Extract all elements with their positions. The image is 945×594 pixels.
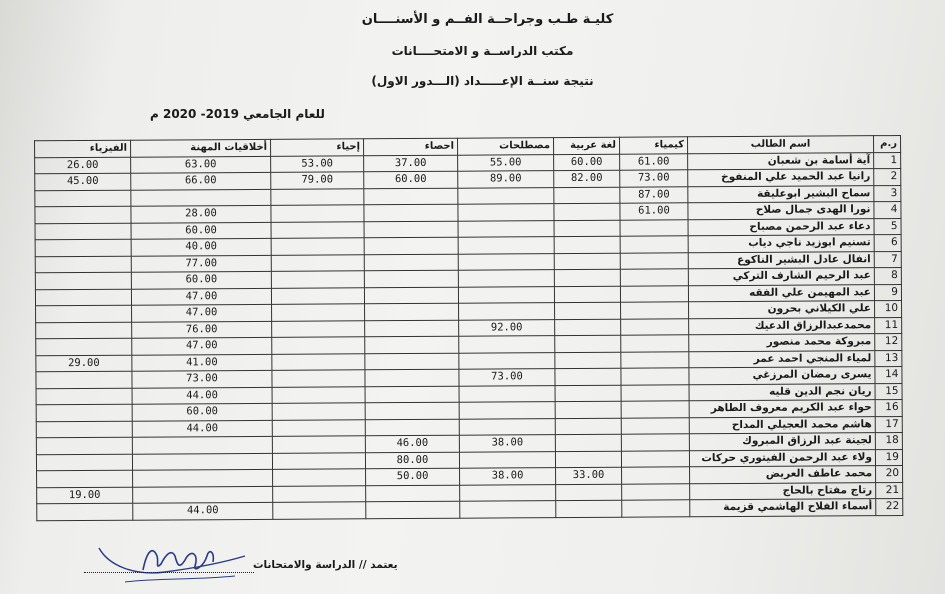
student-name: انفال عادل البشير الناكوع xyxy=(688,251,874,269)
arabic-grade: 33.00 xyxy=(556,467,622,484)
ethics-grade xyxy=(133,469,273,486)
chemistry-grade xyxy=(621,450,689,467)
arabic-grade xyxy=(555,385,621,402)
arabic-grade xyxy=(554,236,620,253)
student-name: هاشم محمد العجيلي المداح xyxy=(689,416,875,434)
physics-grade xyxy=(35,256,131,273)
row-number: 21 xyxy=(876,482,903,499)
statistics-grade xyxy=(365,320,459,337)
approval-text: يعتمد // الدراسة والامتحانات xyxy=(253,559,398,571)
biology-grade xyxy=(272,337,365,354)
student-name: لمياء المنجي احمد عمر xyxy=(689,350,875,368)
terminology-grade xyxy=(459,385,555,402)
arabic-grade xyxy=(554,203,620,220)
result-title: نتيجة سنــة الإعـــــداد (الـــدور الاول) xyxy=(371,74,594,88)
chemistry-grade xyxy=(621,335,689,352)
ethics-grade: 60.00 xyxy=(132,403,272,420)
terminology-grade xyxy=(459,418,555,435)
physics-grade xyxy=(37,470,133,487)
statistics-grade xyxy=(364,237,458,254)
student-name: ريان نجم الدين قليه xyxy=(689,383,875,401)
row-number: 18 xyxy=(875,432,902,449)
physics-grade xyxy=(35,206,131,223)
biology-grade xyxy=(273,502,366,519)
arabic-grade xyxy=(555,434,621,451)
student-name: أسماء الفلاح الهاشمي قزيمة xyxy=(690,499,876,517)
ethics-grade: 44.00 xyxy=(132,420,272,437)
chemistry-grade xyxy=(620,236,688,253)
ethics-grade: 41.00 xyxy=(132,354,272,371)
student-name: علي الكيلاني بحرون xyxy=(689,301,875,319)
row-number: 4 xyxy=(874,202,901,219)
physics-grade xyxy=(37,503,133,520)
biology-grade xyxy=(272,304,365,321)
ethics-grade: 77.00 xyxy=(131,255,271,272)
physics-grade: 26.00 xyxy=(35,157,131,174)
row-number: 15 xyxy=(875,383,902,400)
row-number: 6 xyxy=(874,235,901,252)
physics-grade: 45.00 xyxy=(35,173,131,190)
student-name: ولاء عبد الرحمن الفيتوري حركات xyxy=(689,449,875,467)
row-number: 5 xyxy=(874,218,901,235)
statistics-grade xyxy=(365,386,459,403)
chemistry-grade xyxy=(621,318,689,335)
ethics-grade: 40.00 xyxy=(131,238,271,255)
chemistry-grade xyxy=(621,368,689,385)
biology-grade xyxy=(271,205,364,222)
ethics-grade: 47.00 xyxy=(132,304,272,321)
terminology-grade xyxy=(459,402,555,419)
biology-grade xyxy=(271,287,364,304)
row-number: 8 xyxy=(874,268,901,285)
biology-grade xyxy=(272,452,365,469)
statistics-grade xyxy=(365,369,459,386)
statistics-grade xyxy=(365,336,459,353)
col-header-chemistry: كيمياء xyxy=(620,137,688,154)
biology-grade xyxy=(271,188,364,205)
arabic-grade xyxy=(555,368,621,385)
student-name: يسرى رمضان المرزغي xyxy=(689,367,875,385)
terminology-grade xyxy=(458,187,554,204)
terminology-grade xyxy=(459,336,555,353)
physics-grade xyxy=(36,305,132,322)
ethics-grade: 47.00 xyxy=(131,288,271,305)
biology-grade xyxy=(271,271,364,288)
chemistry-grade: 61.00 xyxy=(620,153,688,170)
col-header-student-name: اسم الطالب xyxy=(688,136,874,154)
arabic-grade xyxy=(554,187,620,204)
ethics-grade: 73.00 xyxy=(132,370,272,387)
arabic-grade xyxy=(556,484,622,501)
row-number: 20 xyxy=(876,465,903,482)
signature-line xyxy=(84,572,254,573)
col-header-physics: الفيزياء xyxy=(35,140,131,157)
chemistry-grade xyxy=(620,285,688,302)
statistics-grade xyxy=(364,204,458,221)
chemistry-grade xyxy=(621,434,689,451)
row-number: 12 xyxy=(875,333,902,350)
terminology-grade xyxy=(459,352,555,369)
physics-grade: 19.00 xyxy=(37,487,133,504)
chemistry-grade xyxy=(622,483,690,500)
signature-stamp xyxy=(95,526,255,590)
row-number: 3 xyxy=(874,185,901,202)
terminology-grade xyxy=(458,220,554,237)
biology-grade: 53.00 xyxy=(271,155,364,172)
student-name: لجينة عبد الرزاق المبروك xyxy=(689,433,875,451)
statistics-grade xyxy=(364,221,458,238)
student-name: سماح البشير ابوعليقة xyxy=(688,185,874,203)
col-header-arabic: لغة عربية xyxy=(554,137,620,154)
student-name: رتاج مفتاح بالحاج xyxy=(690,482,876,500)
statistics-grade xyxy=(364,254,458,271)
arabic-grade xyxy=(555,352,621,369)
statistics-grade xyxy=(366,485,460,502)
biology-grade xyxy=(272,320,365,337)
col-header-ethics: أخلاقيات المهنة xyxy=(131,139,271,156)
terminology-grade xyxy=(458,253,554,270)
biology-grade xyxy=(272,386,365,403)
chemistry-grade xyxy=(622,467,690,484)
student-name: محمدعبدالرزاق الدعيك xyxy=(689,317,875,335)
arabic-grade xyxy=(555,319,621,336)
college-title: كليـة طـب وجراحــة الفــم و الأسنــــان xyxy=(361,12,614,27)
terminology-grade xyxy=(458,270,554,287)
physics-grade xyxy=(36,421,132,438)
chemistry-grade xyxy=(621,384,689,401)
chemistry-grade xyxy=(622,500,690,517)
biology-grade xyxy=(273,469,366,486)
arabic-grade: 82.00 xyxy=(554,170,620,187)
arabic-grade xyxy=(555,451,621,468)
ethics-grade: 76.00 xyxy=(132,321,272,338)
arabic-grade xyxy=(554,253,620,270)
arabic-grade xyxy=(554,286,620,303)
physics-grade xyxy=(35,239,131,256)
physics-grade xyxy=(35,289,131,306)
ethics-grade xyxy=(131,189,271,206)
terminology-grade: 89.00 xyxy=(458,171,554,188)
student-name: نورا الهدى جمال صلاح xyxy=(688,202,874,220)
physics-grade xyxy=(36,404,132,421)
statistics-grade: 80.00 xyxy=(365,452,459,469)
ethics-grade: 60.00 xyxy=(131,222,271,239)
row-number: 9 xyxy=(874,284,901,301)
statistics-grade: 46.00 xyxy=(365,435,459,452)
row-number: 13 xyxy=(875,350,902,367)
col-header-statistics: احصاء xyxy=(364,138,458,155)
col-header-number: ر.م xyxy=(874,136,901,153)
arabic-grade xyxy=(555,418,621,435)
physics-grade xyxy=(36,322,132,339)
statistics-grade: 60.00 xyxy=(364,171,458,188)
physics-grade xyxy=(36,437,132,454)
ethics-grade: 60.00 xyxy=(131,271,271,288)
physics-grade xyxy=(36,371,132,388)
row-number: 2 xyxy=(874,169,901,186)
ethics-grade xyxy=(132,436,272,453)
biology-grade xyxy=(271,254,364,271)
row-number: 10 xyxy=(875,300,902,317)
row-number: 7 xyxy=(874,251,901,268)
arabic-grade: 60.00 xyxy=(554,154,620,171)
student-name: آية أسامة بن شعبان xyxy=(688,152,874,170)
terminology-grade xyxy=(460,501,556,518)
chemistry-grade xyxy=(621,302,689,319)
terminology-grade: 73.00 xyxy=(459,369,555,386)
biology-grade xyxy=(272,403,365,420)
ethics-grade xyxy=(133,486,273,503)
student-name: مبروكة محمد منصور xyxy=(689,334,875,352)
terminology-grade: 38.00 xyxy=(459,435,555,452)
row-number: 17 xyxy=(875,416,902,433)
statistics-grade xyxy=(364,287,458,304)
physics-grade xyxy=(36,338,132,355)
student-name: عبد الرحيم الشارف التركي xyxy=(688,268,874,286)
ethics-grade xyxy=(132,453,272,470)
biology-grade xyxy=(272,419,365,436)
biology-grade xyxy=(273,485,366,502)
academic-year: للعام الجامعي 2019- 2020 م xyxy=(150,107,325,121)
terminology-grade: 38.00 xyxy=(460,468,556,485)
physics-grade xyxy=(36,388,132,405)
col-header-biology: إحياء xyxy=(271,139,364,156)
row-number: 19 xyxy=(875,449,902,466)
row-number: 1 xyxy=(874,152,901,169)
biology-grade xyxy=(272,370,365,387)
office-title: مكتب الدراســة و الامتحــــانات xyxy=(391,44,574,58)
student-name: رانيا عبد الحميد علي المنفوخ xyxy=(688,169,874,187)
statistics-grade xyxy=(366,501,460,518)
chemistry-grade xyxy=(621,417,689,434)
arabic-grade xyxy=(555,335,621,352)
statistics-grade xyxy=(365,303,459,320)
statistics-grade xyxy=(364,188,458,205)
chemistry-grade xyxy=(620,252,688,269)
student-name: محمد عاطف العريض xyxy=(690,466,876,484)
arabic-grade xyxy=(555,401,621,418)
statistics-grade: 37.00 xyxy=(364,155,458,172)
row-number: 14 xyxy=(875,366,902,383)
arabic-grade xyxy=(554,269,620,286)
chemistry-grade: 61.00 xyxy=(620,203,688,220)
biology-grade xyxy=(272,436,365,453)
row-number: 16 xyxy=(875,399,902,416)
chemistry-grade xyxy=(620,219,688,236)
physics-grade xyxy=(35,223,131,240)
chemistry-grade xyxy=(621,401,689,418)
ethics-grade: 28.00 xyxy=(131,205,271,222)
ethics-grade: 47.00 xyxy=(132,337,272,354)
terminology-grade xyxy=(458,237,554,254)
student-name: عبد المهيمن علي الفقه xyxy=(688,284,874,302)
physics-grade xyxy=(35,190,131,207)
chemistry-grade xyxy=(621,351,689,368)
arabic-grade xyxy=(556,500,622,517)
biology-grade xyxy=(272,353,365,370)
col-header-terminology: مصطلحات xyxy=(458,138,554,155)
terminology-grade xyxy=(460,484,556,501)
statistics-grade xyxy=(365,419,459,436)
student-name: حواء عبد الكريم معروف الطاهر xyxy=(689,400,875,418)
student-name: دعاء عبد الرحمن مصباح xyxy=(688,218,874,236)
ethics-grade: 44.00 xyxy=(133,502,273,519)
terminology-grade xyxy=(459,451,555,468)
physics-grade xyxy=(36,454,132,471)
terminology-grade xyxy=(458,204,554,221)
chemistry-grade: 73.00 xyxy=(620,170,688,187)
biology-grade xyxy=(271,221,364,238)
physics-grade: 29.00 xyxy=(36,355,132,372)
terminology-grade xyxy=(458,286,554,303)
biology-grade: 79.00 xyxy=(271,172,364,189)
student-name: تسنيم ابوزيد ناجي دياب xyxy=(688,235,874,253)
statistics-grade xyxy=(365,402,459,419)
ethics-grade: 66.00 xyxy=(131,172,271,189)
row-number: 22 xyxy=(876,498,903,515)
arabic-grade xyxy=(555,302,621,319)
grades-table xyxy=(34,135,903,521)
biology-grade xyxy=(271,238,364,255)
chemistry-grade xyxy=(620,269,688,286)
terminology-grade: 55.00 xyxy=(458,154,554,171)
chemistry-grade: 87.00 xyxy=(620,186,688,203)
terminology-grade xyxy=(459,303,555,320)
ethics-grade: 63.00 xyxy=(131,156,271,173)
row-number: 11 xyxy=(875,317,902,334)
statistics-grade: 50.00 xyxy=(366,468,460,485)
ethics-grade: 44.00 xyxy=(132,387,272,404)
physics-grade xyxy=(35,272,131,289)
statistics-grade xyxy=(365,353,459,370)
terminology-grade: 92.00 xyxy=(459,319,555,336)
statistics-grade xyxy=(364,270,458,287)
arabic-grade xyxy=(554,220,620,237)
